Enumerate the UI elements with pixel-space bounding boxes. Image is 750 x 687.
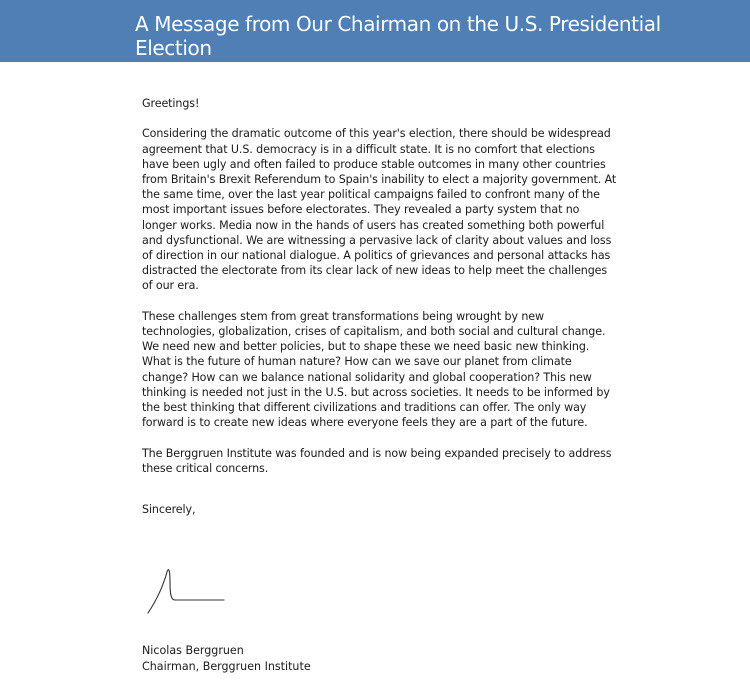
signer-title: Chairman, Berggruen Institute (142, 659, 311, 673)
paragraph-election: Considering the dramatic outcome of this year's election, there should be widespread agreement that U.S. democracy is in a difficult state. It is no comfort that elections have been ugly and often failed to produce stable outcomes in many other countries from Britain's Brexit Referendum to Spain's inability to elect a majority government. At the same time, over the last year political campaigns failed to confront many of the most important issues before electorates. They revealed a party system that no longer works. Media now in the hands of users has created something both powerful and dysfunctional. We are witnessing a pervasive lack of clarity about values and loss of direction in our national dialogue. A politics of grievances and personal attacks has distracted the electorate from its clear lack of new ideas to help meet the challenges of our era. (142, 127, 617, 293)
greeting: Greetings! (142, 97, 200, 110)
letter-body (142, 96, 617, 532)
closing: Sincerely, (142, 503, 196, 517)
signer-block (142, 643, 311, 674)
page-title: A Message from Our Chairman on the U.S. Presidential Election (135, 12, 661, 60)
paragraph-challenges: These challenges stem from great transformations being wrought by new technologies, globalization, crises of capitalism, and both social and cultural change. We need new and better policies, but to shape these we need basic new thinking. What is the future of human nature? How can we save our planet from climate change? How can we balance national solidarity and global cooperation? This new thinking is needed not just in the U.S. but across societies. It needs to be informed by the best thinking that different civilizations and traditions can offer. The only way forward is to create new ideas where everyone feels they are a part of the future. (142, 309, 610, 430)
paragraph-institute: The Berggruen Institute was founded and is now being expanded precisely to address these critical concerns. (142, 446, 612, 475)
signer-name: Nicolas Berggruen (142, 644, 244, 657)
signature-image (142, 560, 242, 620)
header-band (0, 0, 750, 62)
